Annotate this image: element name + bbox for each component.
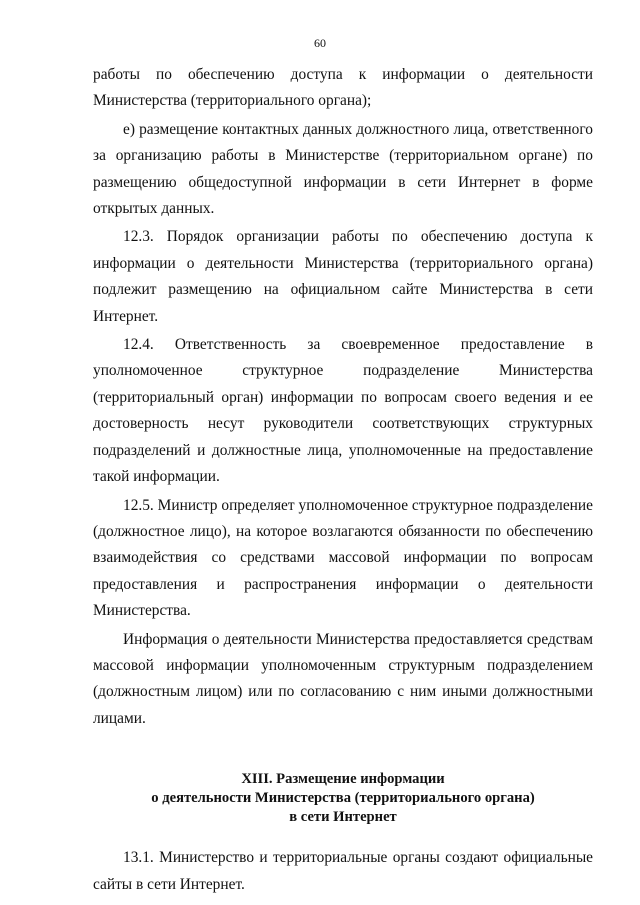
paragraph: работы по обеспечению доступа к информации о деятельности Министерства (территориального органа);	[93, 66, 593, 110]
paragraph: Информация о деятельности Министерства предоставляется средствам массовой информации уполномоченным структурным подразделением (должностным лицом) или по согласованию с ним иными должностными лицами.	[93, 630, 593, 727]
document-body	[93, 62, 593, 900]
section-heading	[93, 770, 593, 827]
paragraph: 12.3. Порядок организации работы по обеспечению доступа к информации о деятельности Министерства (территориального органа) подлежит размещению на официальном сайте Министерства в сети Интернет.	[93, 228, 593, 325]
paragraph: е) размещение контактных данных должностного лица, ответственного за организацию работы в Министерстве (территориальном органе) по размещению общедоступной информации в сети Интернет в форме открытых данных.	[93, 120, 593, 218]
paragraph: 13.1. Министерство и территориальные органы создают официальные сайты в сети Интернет.	[93, 849, 593, 893]
section-heading-line: XIII. Размещение информации	[241, 771, 445, 788]
paragraph: 12.4. Ответственность за своевременное предоставление в уполномоченное структурное подразделение Министерства (территориальный орган) информации по вопросам своего ведения и ее достоверность несут руководители соответствующих структурных подразделений и должностные лица, уполномоченные на предоставление такой информации.	[93, 336, 593, 486]
page-number: 60	[314, 36, 326, 50]
section-heading-line: в сети Интернет	[289, 809, 397, 826]
paragraph: 12.5. Министр определяет уполномоченное структурное подразделение (должностное лицо), на которое возлагаются обязанности по обеспечению взаимодействия со средствами массовой информации по вопросам предоставления и распространения информации о деятельности Министерства.	[93, 496, 593, 620]
section-heading-line: о деятельности Министерства (территориального органа)	[151, 790, 535, 807]
